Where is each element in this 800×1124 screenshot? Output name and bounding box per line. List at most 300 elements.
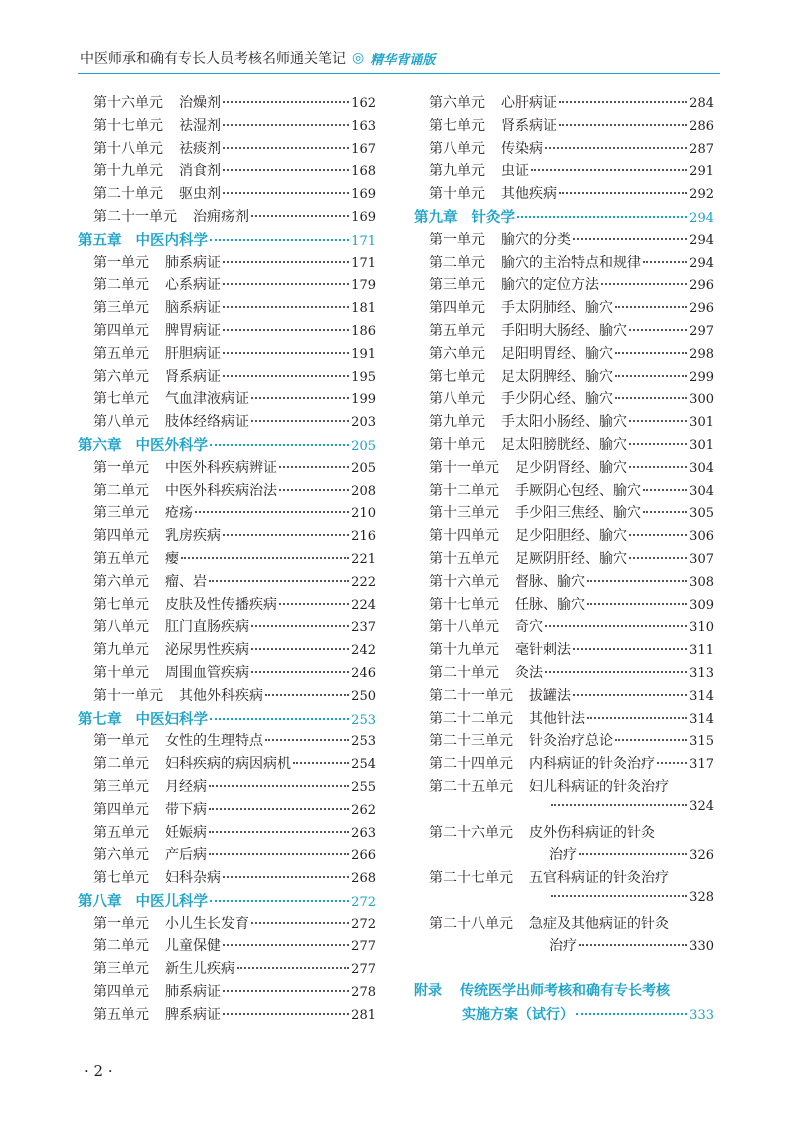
leader-dots (279, 489, 349, 491)
toc-unit-entry[interactable] (78, 297, 376, 320)
leader-dots (579, 853, 687, 855)
leader-dots (237, 967, 349, 969)
toc-unit-entry[interactable] (78, 1004, 376, 1027)
toc-chapter-entry[interactable] (78, 708, 376, 731)
toc-appendix-entry[interactable] (414, 980, 714, 1028)
toc-unit-entry[interactable] (78, 548, 376, 571)
unit-title: 带下病 (165, 801, 207, 818)
page-ref: 169 (351, 187, 376, 203)
page-ref: 277 (351, 962, 376, 978)
unit-number: 第二单元 (93, 938, 149, 955)
unit-title: 妇儿科病证的针灸治疗 (529, 778, 669, 795)
page-ref: 328 (689, 889, 714, 905)
leader-dots (210, 239, 349, 241)
leader-dots (573, 694, 687, 696)
toc-unit-entry[interactable] (414, 411, 714, 434)
unit-number: 第五单元 (93, 550, 149, 567)
toc-unit-entry[interactable] (78, 320, 376, 343)
unit-title: 女性的生理特点 (165, 733, 263, 750)
toc-unit-entry[interactable] (78, 183, 376, 206)
page-ref: 286 (689, 118, 714, 134)
unit-number: 第二单元 (93, 482, 149, 499)
page-ref: 317 (689, 757, 714, 773)
leader-dots (223, 944, 349, 946)
page-ref: 272 (351, 894, 376, 910)
toc-left-column (78, 92, 376, 1027)
leader-dots (181, 557, 349, 559)
unit-title: 肝胆病证 (165, 345, 221, 362)
unit-title: 消食剂 (179, 163, 221, 180)
toc-unit-entry[interactable] (414, 525, 714, 548)
page-ref: 299 (689, 369, 714, 385)
unit-number: 第十七单元 (429, 596, 499, 613)
toc-unit-entry[interactable] (78, 274, 376, 297)
unit-number: 第六单元 (93, 368, 149, 385)
toc-unit-entry[interactable] (414, 366, 714, 389)
unit-number: 第六单元 (429, 345, 485, 362)
unit-title: 手少阴心经、腧穴 (501, 391, 613, 408)
leader-dots (559, 192, 687, 194)
page-ref: 294 (689, 232, 714, 248)
toc-unit-entry[interactable] (414, 297, 714, 320)
appendix-label: 附录 (414, 983, 442, 1000)
unit-number: 第十单元 (93, 664, 149, 681)
leader-dots (210, 900, 349, 902)
page-ref: 305 (689, 506, 714, 522)
page-ref: 277 (351, 939, 376, 955)
unit-title: 治痈疡剂 (193, 208, 249, 225)
unit-number: 第十一单元 (93, 687, 163, 704)
unit-number: 第六单元 (429, 95, 485, 111)
unit-title: 其他疾病 (501, 186, 557, 203)
appendix-line-2 (414, 1004, 714, 1028)
leader-dots (210, 718, 349, 720)
toc-unit-entry[interactable] (414, 708, 714, 731)
page-ref: 304 (689, 460, 714, 476)
leader-dots (545, 625, 687, 627)
unit-title: 足厥阴肝经、腧穴 (515, 550, 627, 567)
toc-unit-entry[interactable] (78, 388, 376, 411)
unit-title: 足阳明胃经、腧穴 (501, 345, 613, 362)
leader-dots (517, 216, 687, 218)
unit-number: 第八单元 (93, 414, 149, 431)
page-ref: 307 (689, 551, 714, 567)
unit-number: 第五单元 (93, 345, 149, 362)
unit-number: 第二十一单元 (93, 208, 177, 225)
unit-number: 第四单元 (429, 300, 485, 317)
toc-unit-entry[interactable] (414, 160, 714, 183)
unit-number: 第一单元 (429, 231, 485, 248)
unit-title: 肛门直肠疾病 (165, 619, 249, 636)
page-ref: 291 (689, 164, 714, 180)
page-ref: 203 (351, 415, 376, 431)
toc-chapter-entry[interactable] (78, 229, 376, 252)
unit-title: 手阳明大肠经、腧穴 (501, 322, 627, 339)
toc-unit-entry[interactable] (414, 343, 714, 366)
page-ref: 167 (351, 141, 376, 157)
unit-title: 产后病 (165, 847, 207, 864)
unit-number: 第十七单元 (93, 117, 163, 134)
unit-title: 气血津液病证 (165, 391, 249, 408)
toc-unit-entry[interactable] (414, 639, 714, 662)
unit-number: 第三单元 (93, 778, 149, 795)
unit-title: 心肝病证 (501, 95, 557, 111)
unit-number: 第九单元 (93, 642, 149, 659)
page-ref: 253 (351, 712, 376, 728)
page-ref: 330 (689, 939, 714, 955)
toc-unit-entry[interactable] (78, 92, 376, 115)
toc-unit-entry[interactable] (78, 411, 376, 434)
separator-mark: ◎ (352, 50, 365, 66)
leader-dots (579, 944, 687, 946)
page-ref: 205 (351, 438, 376, 454)
leader-dots (545, 671, 687, 673)
leader-dots (223, 534, 349, 536)
toc-unit-entry[interactable] (414, 571, 714, 594)
page-ref: 222 (351, 574, 376, 590)
page-ref: 300 (689, 392, 714, 408)
unit-number: 第四单元 (93, 984, 149, 1001)
unit-title: 手少阳三焦经、腧穴 (515, 505, 641, 522)
unit-title: 足太阳膀胱经、腧穴 (501, 436, 627, 453)
appendix-spacer (414, 958, 714, 980)
unit-number: 第八单元 (429, 391, 485, 408)
unit-title: 其他针法 (529, 710, 585, 727)
unit-number: 第十四单元 (429, 528, 499, 545)
leader-dots (279, 466, 349, 468)
toc-right-column (414, 92, 714, 1028)
unit-title: 脑系病证 (165, 300, 221, 317)
toc-unit-entry[interactable] (414, 913, 714, 936)
unit-title: 祛痰剂 (179, 140, 221, 157)
leader-dots (293, 762, 349, 764)
leader-dots (223, 124, 349, 126)
toc-unit-continuation[interactable] (414, 844, 714, 867)
toc-unit-entry[interactable] (78, 594, 376, 617)
toc-unit-continuation[interactable] (414, 799, 714, 822)
page-ref: 287 (689, 141, 714, 157)
leader-dots (629, 420, 687, 422)
unit-title: 足太阴脾经、腧穴 (501, 368, 613, 385)
unit-number: 第二十七单元 (429, 870, 513, 887)
page-ref: 205 (351, 460, 376, 476)
toc-unit-entry[interactable] (414, 616, 714, 639)
unit-title-continued: 治疗 (549, 938, 577, 955)
page-ref: 186 (351, 323, 376, 339)
unit-number: 第七单元 (429, 117, 485, 134)
leader-dots (251, 625, 349, 627)
toc-unit-continuation[interactable] (414, 890, 714, 913)
page-ref: 216 (351, 529, 376, 545)
unit-number: 第三单元 (93, 300, 149, 317)
toc-unit-entry[interactable] (414, 229, 714, 252)
leader-dots (531, 169, 687, 171)
toc-unit-entry[interactable] (78, 639, 376, 662)
toc-unit-entry[interactable] (78, 366, 376, 389)
unit-title: 妇科杂病 (165, 870, 221, 887)
page-ref: 294 (689, 210, 714, 226)
toc-unit-entry[interactable] (414, 320, 714, 343)
unit-number: 第二单元 (93, 756, 149, 773)
leader-dots (576, 1013, 687, 1015)
toc-unit-entry[interactable] (414, 183, 714, 206)
unit-number: 第八单元 (93, 619, 149, 636)
toc-unit-entry[interactable] (414, 138, 714, 161)
unit-number: 第十五单元 (429, 550, 499, 567)
toc-unit-entry[interactable] (78, 571, 376, 594)
page-ref: 208 (351, 483, 376, 499)
unit-number: 第二十五单元 (429, 778, 513, 795)
leader-dots (210, 444, 349, 446)
chapter-title: 中医外科学 (135, 436, 208, 454)
toc-unit-entry[interactable] (78, 662, 376, 685)
unit-title: 肾系病证 (165, 368, 221, 385)
leader-dots (643, 511, 687, 513)
unit-number: 第十三单元 (429, 505, 499, 522)
leader-dots (223, 169, 349, 171)
toc-unit-entry[interactable] (78, 867, 376, 890)
unit-number: 第十一单元 (429, 459, 499, 476)
toc-unit-entry[interactable] (414, 753, 714, 776)
leader-dots (265, 694, 349, 696)
unit-number: 第四单元 (93, 801, 149, 818)
page-ref: 237 (351, 620, 376, 636)
leader-dots (223, 375, 349, 377)
unit-number: 第三单元 (429, 277, 485, 294)
chapter-number: 第六章 (78, 436, 122, 454)
chapter-title: 中医内科学 (135, 231, 208, 249)
unit-number: 第九单元 (429, 414, 485, 431)
page-ref: 179 (351, 278, 376, 294)
page-number: · 2 · (84, 1062, 113, 1080)
leader-dots (209, 808, 349, 810)
toc-unit-entry[interactable] (78, 115, 376, 138)
unit-number: 第十九单元 (93, 163, 163, 180)
toc-unit-entry[interactable] (78, 958, 376, 981)
page-ref: 199 (351, 392, 376, 408)
appendix-line-1 (414, 980, 714, 1004)
leader-dots (223, 1013, 349, 1015)
toc-unit-entry[interactable] (414, 115, 714, 138)
leader-dots (629, 557, 687, 559)
unit-number: 第十单元 (429, 186, 485, 203)
unit-title: 肾系病证 (501, 117, 557, 134)
toc-unit-entry[interactable] (78, 844, 376, 867)
toc-unit-entry[interactable] (78, 525, 376, 548)
leader-dots (209, 785, 349, 787)
toc-unit-entry[interactable] (414, 92, 714, 115)
chapter-title: 针灸学 (471, 208, 515, 226)
unit-title: 治燥剂 (179, 95, 221, 111)
page-ref: 253 (351, 734, 376, 750)
unit-number: 第二十单元 (93, 186, 163, 203)
toc-unit-entry[interactable] (414, 548, 714, 571)
leader-dots (223, 876, 349, 878)
toc-unit-entry[interactable] (78, 913, 376, 936)
unit-title: 新生儿疾病 (165, 961, 235, 978)
unit-title: 疮疡 (165, 505, 193, 522)
page-ref: 250 (351, 688, 376, 704)
unit-title: 足少阳胆经、腧穴 (515, 528, 627, 545)
toc-unit-entry[interactable] (78, 480, 376, 503)
page-ref: 262 (351, 802, 376, 818)
unit-title: 手厥阴心包经、腧穴 (515, 482, 641, 499)
unit-title: 周围血管疾病 (165, 664, 249, 681)
leader-dots (251, 922, 349, 924)
leader-dots (629, 329, 687, 331)
unit-title: 瘿 (165, 550, 179, 567)
unit-number: 第十二单元 (429, 482, 499, 499)
toc-unit-entry[interactable] (414, 662, 714, 685)
toc-chapter-entry[interactable] (414, 206, 714, 229)
toc-unit-entry[interactable] (78, 935, 376, 958)
unit-title: 月经病 (165, 778, 207, 795)
toc-unit-entry[interactable] (414, 594, 714, 617)
page-ref: 311 (689, 643, 714, 659)
toc-unit-entry[interactable] (414, 822, 714, 845)
toc-unit-entry[interactable] (78, 981, 376, 1004)
unit-number: 第六单元 (93, 847, 149, 864)
unit-number: 第八单元 (429, 140, 485, 157)
leader-dots (587, 717, 687, 719)
unit-title: 奇穴 (515, 619, 543, 636)
toc-unit-entry[interactable] (414, 388, 714, 411)
page-ref: 297 (689, 323, 714, 339)
unit-title: 儿童保健 (165, 938, 221, 955)
unit-number: 第七单元 (93, 596, 149, 613)
toc-chapter-entry[interactable] (78, 434, 376, 457)
leader-dots (601, 283, 687, 285)
toc-unit-entry[interactable] (414, 776, 714, 799)
page-ref: 315 (689, 734, 714, 750)
toc-unit-entry[interactable] (78, 753, 376, 776)
unit-title: 传染病 (501, 140, 543, 157)
toc-chapter-entry[interactable] (78, 890, 376, 913)
unit-number: 第七单元 (93, 391, 149, 408)
unit-number: 第一单元 (93, 915, 149, 932)
toc-unit-entry[interactable] (78, 252, 376, 275)
unit-title: 拔罐法 (529, 687, 571, 704)
unit-title: 腧穴的主治特点和规律 (501, 254, 641, 271)
toc-unit-entry[interactable] (78, 799, 376, 822)
unit-number: 第十单元 (429, 436, 485, 453)
page-ref: 333 (689, 1008, 714, 1024)
leader-dots (559, 101, 687, 103)
unit-number: 第三单元 (93, 505, 149, 522)
toc-unit-entry[interactable] (414, 480, 714, 503)
toc-unit-entry[interactable] (78, 206, 376, 229)
page-ref: 296 (689, 301, 714, 317)
page-ref: 304 (689, 483, 714, 499)
page-ref: 278 (351, 985, 376, 1001)
unit-title: 五官科病证的针灸治疗 (529, 870, 669, 887)
unit-title: 其他外科疾病 (179, 687, 263, 704)
unit-title: 乳房疾病 (165, 528, 221, 545)
toc-unit-entry[interactable] (78, 457, 376, 480)
toc-unit-entry[interactable] (78, 685, 376, 708)
unit-number: 第十六单元 (429, 573, 499, 590)
unit-title: 脾胃病证 (165, 322, 221, 339)
leader-dots (223, 147, 349, 149)
leader-dots (223, 352, 349, 354)
page-ref: 266 (351, 848, 376, 864)
unit-title: 祛湿剂 (179, 117, 221, 134)
appendix-title-line1: 传统医学出师考核和确有专长考核 (460, 983, 670, 1000)
leader-dots (629, 466, 687, 468)
unit-title: 心系病证 (165, 277, 221, 294)
toc-unit-entry[interactable] (414, 252, 714, 275)
toc-unit-entry[interactable] (78, 343, 376, 366)
toc-unit-entry[interactable] (78, 160, 376, 183)
leader-dots (223, 261, 349, 263)
leader-dots (223, 306, 349, 308)
page-ref: 162 (351, 96, 376, 111)
unit-number: 第二十八单元 (429, 915, 513, 932)
unit-number: 第一单元 (93, 459, 149, 476)
chapter-number: 第五章 (78, 231, 122, 249)
toc-unit-entry[interactable] (78, 138, 376, 161)
leader-dots (223, 192, 349, 194)
chapter-number: 第七章 (78, 710, 122, 728)
toc-unit-entry[interactable] (414, 502, 714, 525)
chapter-number: 第九章 (414, 208, 458, 226)
unit-title: 足少阴肾经、腧穴 (515, 459, 627, 476)
toc-unit-entry[interactable] (414, 434, 714, 457)
toc-unit-entry[interactable] (78, 822, 376, 845)
leader-dots (223, 329, 349, 331)
page-ref: 263 (351, 825, 376, 841)
toc-unit-continuation[interactable] (414, 935, 714, 958)
unit-title: 小儿生长发育 (165, 915, 249, 932)
toc-unit-entry[interactable] (414, 274, 714, 297)
page-ref: 292 (689, 187, 714, 203)
unit-title: 腧穴的分类 (501, 231, 571, 248)
page-ref: 296 (689, 278, 714, 294)
leader-dots (209, 831, 349, 833)
unit-number: 第二十三单元 (429, 733, 513, 750)
leader-dots (643, 489, 687, 491)
unit-title: 腧穴的定位方法 (501, 277, 599, 294)
unit-number: 第五单元 (93, 824, 149, 841)
toc-unit-entry[interactable] (414, 685, 714, 708)
unit-number: 第十九单元 (429, 642, 499, 659)
unit-title: 皮肤及性传播疾病 (165, 596, 277, 613)
toc-unit-entry[interactable] (78, 616, 376, 639)
unit-number: 第二十单元 (429, 664, 499, 681)
toc-unit-entry[interactable] (414, 457, 714, 480)
toc-unit-entry[interactable] (414, 730, 714, 753)
toc-unit-entry[interactable] (78, 502, 376, 525)
page-ref: 210 (351, 506, 376, 522)
toc-unit-entry[interactable] (78, 776, 376, 799)
unit-title: 手太阳小肠经、腧穴 (501, 414, 627, 431)
unit-number: 第五单元 (429, 322, 485, 339)
unit-number: 第二十六单元 (429, 824, 513, 841)
leader-dots (559, 124, 687, 126)
page-ref: 306 (689, 529, 714, 545)
leader-dots (545, 147, 687, 149)
leader-dots (551, 895, 687, 897)
header-rule (78, 73, 720, 74)
unit-title: 中医外科疾病辨证 (165, 459, 277, 476)
toc-unit-entry[interactable] (78, 730, 376, 753)
unit-title: 瘤、岩 (165, 573, 207, 590)
unit-title: 针灸治疗总论 (529, 733, 613, 750)
page-ref: 284 (689, 96, 714, 111)
page-ref: 181 (351, 301, 376, 317)
toc-unit-entry[interactable] (414, 867, 714, 890)
leader-dots (209, 580, 349, 582)
